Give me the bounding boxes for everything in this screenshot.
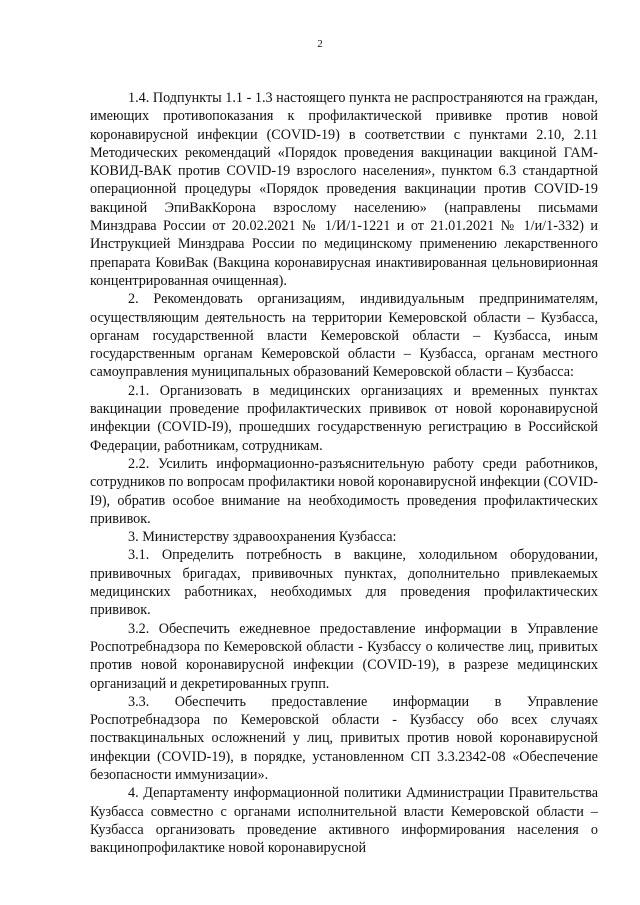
paragraph-3-2: 3.2. Обеспечить ежедневное предоставление информации в Управление Роспотребнадзора по Кемеровской области - Кузбассу о количестве лиц, привитых против новой коронавирусной инфекции (COVID-19), в разрезе медицинских организаций и декретированных групп. [90,620,598,692]
paragraph-4: 4. Департаменту информационной политики Администрации Правительства Кузбасса совместно с органами исполнительной власти Кемеровской области – Кузбасса организовать проведение активного информирования населения о вакцинопрофилактике новой коронавирусной [90,785,598,857]
page-number: 2 [317,38,323,50]
paragraph-3-3: 3.3. Обеспечить предоставление информации в Управление Роспотребнадзора по Кемеровской области - Кузбассу обо всех случаях поствакцинальных осложнений у лиц, привитых против новой коронавирусной инфекции (COVID-19), в порядке, установленном СП 3.3.2342-08 «Обеспечение безопасности иммунизации». [90,693,598,783]
document-body [90,89,598,857]
paragraph-2-2: 2.2. Усилить информационно-разъяснительную работу среди работников, сотрудников по вопросам профилактики новой коронавирусной инфекции (COVID-I9), обратив особое внимание на необходимость проведения профилактических прививок. [90,455,598,527]
paragraph-2: 2. Рекомендовать организациям, индивидуальным предпринимателям, осуществляющим деятельность на территории Кемеровской области – Кузбасса, органам государственной власти Кемеровской области – Кузбасса, иным государственным органам Кемеровской области – Кузбасса, органам местного самоуправления муниципальных образований Кемеровской области – Кузбасса: [90,291,598,381]
paragraph-2-1: 2.1. Организовать в медицинских организациях и временных пунктах вакцинации проведение профилактических прививок от новой коронавирусной инфекции (COVID-I9), прошедших государственную регистрацию в Российской Федерации, работникам, сотрудникам. [90,382,598,454]
paragraph-3-1: 3.1. Определить потребность в вакцине, холодильном оборудовании, прививочных бригадах, прививочных пунктах, дополнительно привлекаемых медицинских работниках, необходимых для проведения профилактических прививок. [90,547,598,619]
paragraph-3: 3. Министерству здравоохранения Кузбасса: [128,529,397,546]
paragraph-1-4: 1.4. Подпункты 1.1 - 1.3 настоящего пункта не распространяются на граждан, имеющих противопоказания к профилактической прививке против новой коронавирусной инфекции (COVID-19) в соответствии с пунктами 2.10, 2.11 Методических рекомендаций «Порядок проведения вакцинации вакциной ГАМ-КОВИД-ВАК против COVID-19 взрослого населения», пунктом 6.3 стандартной операционной процедуры «Порядок проведения вакцинации против COVID-19 вакциной ЭпиВакКорона взрослому населению» (направлены письмами Минздрава России от 20.02.2021 № 1/И/1-1221 и от 21.01.2021 № 1/и/1-332) и Инструкцией Минздрава России по медицинскому применению лекарственного препарата КовиВак (Вакцина коронавирусная инактивированная цельновирионная концентрированная очищенная). [90,90,598,289]
